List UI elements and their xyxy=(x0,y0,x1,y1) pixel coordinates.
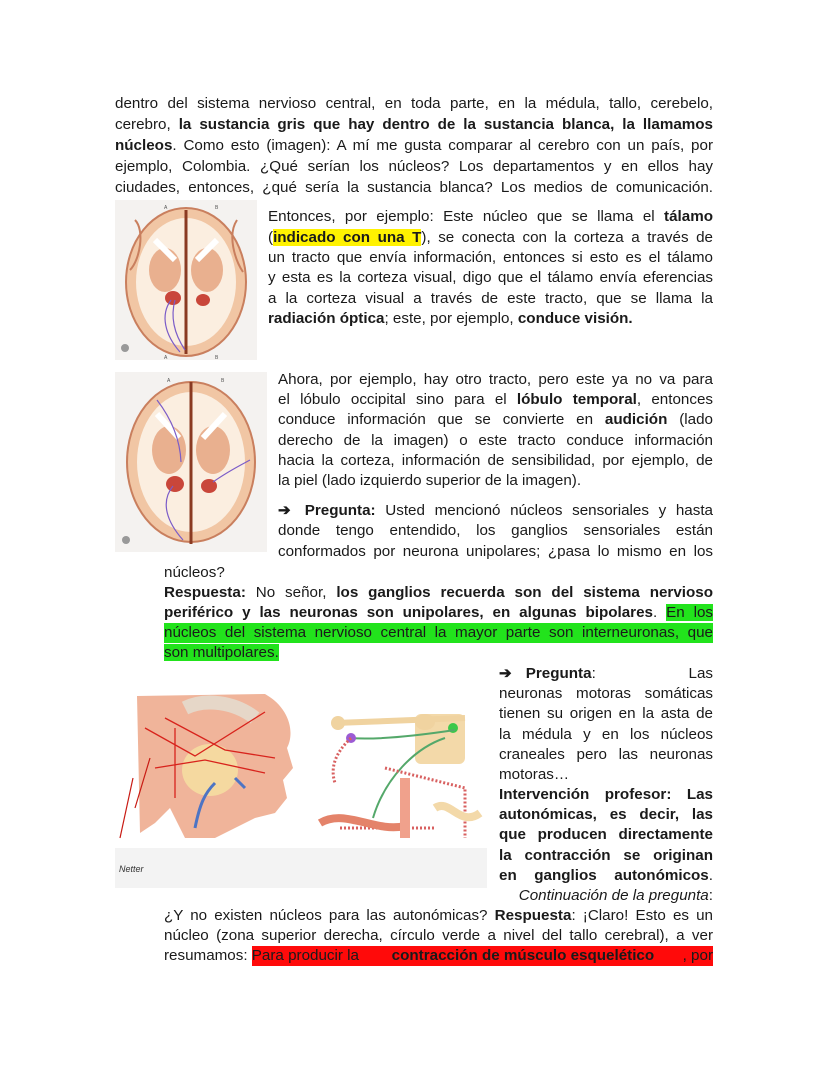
intervention-line-4: la contracción se originan xyxy=(499,847,713,864)
block1-line-4: y esta es la corteza visual, digo que el tálamo envía eferencias xyxy=(268,269,713,286)
block2-line-4: derecho de la imagen) o este tracto conduce información xyxy=(278,432,713,449)
intro-line-3: núcleos. Como esto (imagen): A mí me gusta comparar al cerebro con un país, por xyxy=(115,137,713,154)
block1-line-1: Entonces, por ejemplo: Este núcleo que se llama el tálamo xyxy=(268,208,713,225)
intervention-line-6: Continuación de la pregunta: xyxy=(518,887,713,904)
intro-line-4: ejemplo, Colombia. ¿Qué serían los núcleos? Los departamentos y en ellos hay xyxy=(115,158,713,175)
question2-line-1: ➔ Pregunta: Las xyxy=(499,665,713,682)
block1-line-5: a la corteza visual a través de este tracto, que se llama la xyxy=(268,290,713,307)
block2-line-3: conduce información que se convierte en audición (lado xyxy=(278,411,713,428)
answer1-line-4: son multipolares. xyxy=(164,644,279,661)
answer1-line-1: Respuesta: No señor, los ganglios recuerda son del sistema nervioso xyxy=(164,584,713,601)
question2-line-6: motoras… xyxy=(499,766,570,783)
question1-line-3: conformados por neurona unipolares; ¿pasa lo mismo en los xyxy=(278,543,713,560)
intervention-line-3: que producen directamente xyxy=(499,826,713,843)
intro-line-2: cerebro, la sustancia gris que hay dentro de la sustancia blanca, la llamamos xyxy=(115,116,713,133)
block1-line-6: radiación óptica; este, por ejemplo, conduce visión. xyxy=(268,310,633,327)
intro-line-5: ciudades, entonces, ¿qué sería la sustancia blanca? Los medios de comunicación. xyxy=(115,179,713,196)
question1-line-1: ➔ Pregunta: Usted mencionó núcleos sensoriales y hasta xyxy=(278,502,713,519)
question1-line-4: núcleos? xyxy=(164,564,225,581)
block2-line-1: Ahora, por ejemplo, hay otro tracto, pero este ya no va para xyxy=(278,371,713,388)
svg-text:A: A xyxy=(164,205,168,211)
svg-text:A: A xyxy=(167,378,171,384)
brain-figure-1 xyxy=(115,200,257,360)
svg-text:A: A xyxy=(164,355,168,360)
anatomy-figure xyxy=(115,688,493,888)
question2-line-3: tienen su origen en la asta de xyxy=(499,705,713,722)
svg-text:B: B xyxy=(215,205,219,211)
intro-line-1: dentro del sistema nervioso central, en toda parte, en la médula, tallo, cerebelo, xyxy=(115,95,713,112)
question1-line-2: donde tengo entendido, los ganglios sensoriales están xyxy=(278,522,713,539)
svg-text:Netter: Netter xyxy=(119,864,144,874)
question2-line-2: neuronas motoras somáticas xyxy=(499,685,713,702)
answer1-line-2: periférico y las neuronas son unipolares, en algunas bipolares. En los xyxy=(164,604,713,621)
svg-text:B: B xyxy=(215,355,219,360)
highlight-red: Para producir la contracción de músculo esquelético , por xyxy=(251,947,713,964)
question2-line-5: craneales pero las neuronas xyxy=(499,746,713,763)
block1-line-3: un tracto que envía información, entonces si esto es el tálamo xyxy=(268,249,713,266)
answer1-line-3: núcleos del sistema nervioso central la mayor parte son interneuronas, que xyxy=(164,624,713,641)
block1-line-2: (indicado con una T), se conecta con la corteza a través de xyxy=(268,229,713,246)
arrow-right-icon: ➔ xyxy=(278,502,291,519)
intervention-line-1: Intervención profesor: Las xyxy=(499,786,713,803)
highlight-yellow: indicado con una T xyxy=(273,229,422,246)
block2-line-2: el lóbulo occipital sino para el lóbulo temporal, entonces xyxy=(278,391,713,408)
block2-line-6: la piel (lado izquierdo superior de la imagen). xyxy=(278,472,582,489)
intervention-line-2: autonómicas, es decir, las xyxy=(499,806,713,823)
answer2-line-3: resumamos: Para producir la contracción de músculo esquelético , por xyxy=(164,947,713,964)
brain-figure-2 xyxy=(115,372,267,552)
question2-line-4: la médula y en los núcleos xyxy=(499,726,713,743)
answer2-line-1: ¿Y no existen núcleos para las autonómicas? Respuesta: ¡Claro! Esto es un xyxy=(164,907,713,924)
intervention-line-5: en ganglios autonómicos. xyxy=(499,867,713,884)
svg-text:B: B xyxy=(221,378,225,384)
answer2-line-2: núcleo (zona superior derecha, círculo verde a nivel del tallo cerebral), a ver xyxy=(164,927,713,944)
arrow-right-icon: ➔ xyxy=(499,665,512,682)
block2-line-5: hacia la corteza, información de sensibilidad, por ejemplo, de xyxy=(278,452,713,469)
